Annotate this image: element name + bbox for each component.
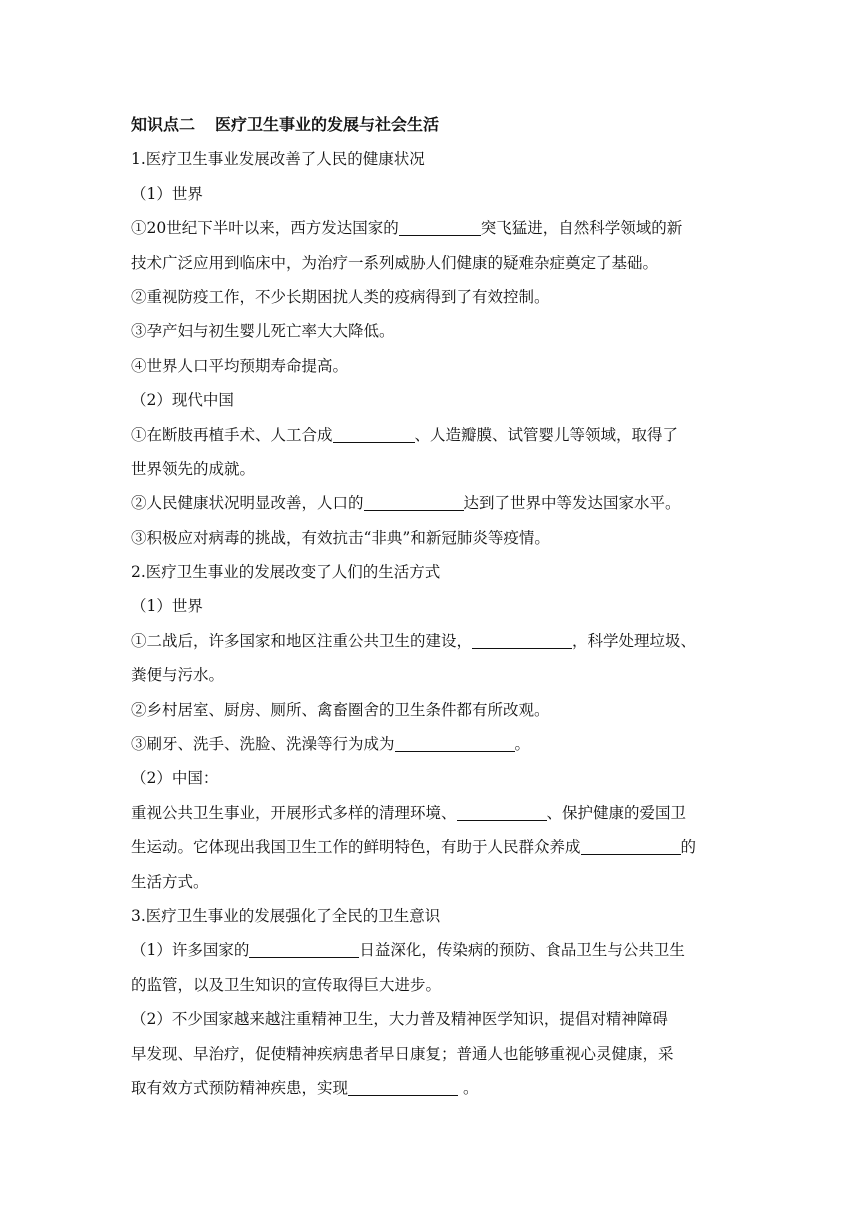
line-text: 3.医疗卫生事业的发展强化了全民的卫生意识 (131, 906, 441, 925)
text-line (131, 624, 731, 658)
text-line (131, 761, 731, 795)
fill-in-blank (581, 838, 681, 855)
line-text: 取有效方式预防精神疾患，实现 (131, 1078, 349, 1097)
text-line (131, 658, 731, 692)
line-text: （2）中国： (131, 769, 219, 788)
text-line (131, 830, 731, 864)
line-text: ，科学处理垃圾、 (572, 631, 697, 650)
fill-in-blank (249, 941, 359, 958)
fill-in-blank (348, 1079, 458, 1096)
line-text: ①二战后，许多国家和地区注重公共卫生的建设， (131, 631, 473, 650)
line-text: 突飞猛进，自然科学领域的新 (480, 219, 683, 238)
line-text: 。 (458, 1078, 479, 1097)
text-line (131, 727, 731, 761)
text-line (131, 899, 731, 933)
line-text: 、人造瓣膜、试管婴儿等领域，取得了 (414, 425, 679, 444)
line-text: ③积极应对病毒的挑战，有效抗击“非典”和新冠肺炎等疫情。 (131, 528, 550, 547)
fill-in-blank (395, 735, 515, 752)
line-text: 的 (680, 838, 697, 857)
text-line (131, 246, 731, 280)
text-line (131, 383, 731, 417)
text-line (131, 211, 731, 245)
line-text: ④世界人口平均预期寿命提高。 (131, 356, 349, 375)
section-heading (131, 108, 731, 142)
section-label: 知识点二 (131, 115, 196, 134)
text-line (131, 933, 731, 967)
line-text: ①20世纪下半叶以来，西方发达国家的 (131, 219, 399, 238)
text-line (131, 177, 731, 211)
line-text: 达到了世界中等发达国家水平。 (463, 494, 681, 513)
line-text: （2）现代中国 (131, 391, 234, 410)
text-line (131, 589, 731, 623)
line-text: ②乡村居室、厨房、厕所、禽畜圈舍的卫生条件都有所改观。 (131, 700, 550, 719)
text-line (131, 418, 731, 452)
line-text: 生活方式。 (131, 872, 209, 891)
text-line (131, 521, 731, 555)
text-line (131, 1037, 731, 1071)
line-text: ②重视防疫工作，不少长期困扰人类的疫病得到了有效控制。 (131, 287, 550, 306)
line-text: 日益深化，传染病的预防、食品卫生与公共卫生 (359, 941, 685, 960)
text-line (131, 486, 731, 520)
text-line (131, 280, 731, 314)
fill-in-blank (472, 632, 572, 649)
line-text: 技术广泛应用到临床中，为治疗一系列威胁人们健康的疑难杂症奠定了基础。 (131, 253, 659, 272)
text-line (131, 555, 731, 589)
text-lines (131, 142, 731, 1105)
fill-in-blank (399, 219, 481, 236)
line-text: 2.医疗卫生事业的发展改变了人们的生活方式 (131, 563, 441, 582)
document-body (131, 108, 731, 1105)
text-line (131, 452, 731, 486)
line-text: ③刷牙、洗手、洗脸、洗澡等行为成为 (131, 735, 395, 754)
line-text: （2）不少国家越来越注重精神卫生，大力普及精神医学知识，提倡对精神障碍 (131, 1010, 668, 1029)
text-line (131, 349, 731, 383)
line-text: 粪便与污水。 (131, 666, 225, 685)
text-line (131, 968, 731, 1002)
line-text: （1）世界 (131, 184, 203, 203)
line-text: 。 (514, 735, 531, 754)
line-text: 世界领先的成就。 (131, 459, 256, 478)
text-line (131, 1071, 731, 1105)
line-text: 1.医疗卫生事业发展改善了人民的健康状况 (131, 150, 425, 169)
fill-in-blank (364, 494, 464, 511)
line-text: ①在断肢再植手术、人工合成 (131, 425, 333, 444)
section-title: 医疗卫生事业的发展与社会生活 (215, 115, 440, 134)
text-line (131, 314, 731, 348)
line-text: ②人民健康状况明显改善，人口的 (131, 494, 364, 513)
line-text: 重视公共卫生事业，开展形式多样的清理环境、 (131, 803, 457, 822)
line-text: ③孕产妇与初生婴儿死亡率大大降低。 (131, 322, 395, 341)
text-line (131, 796, 731, 830)
text-line (131, 693, 731, 727)
line-text: 的监管，以及卫生知识的宣传取得巨大进步。 (131, 975, 442, 994)
text-line (131, 142, 731, 176)
fill-in-blank (333, 426, 415, 443)
fill-in-blank (457, 804, 547, 821)
line-text: 生运动。它体现出我国卫生工作的鲜明特色，有助于人民群众养成 (131, 838, 581, 857)
text-line (131, 865, 731, 899)
line-text: 、保护健康的爱国卫 (546, 803, 687, 822)
line-text: （1）许多国家的 (131, 941, 250, 960)
line-text: （1）世界 (131, 597, 203, 616)
line-text: 早发现、早治疗，促使精神疾病患者早日康复；普通人也能够重视心灵健康，采 (131, 1044, 674, 1063)
text-line (131, 1002, 731, 1036)
